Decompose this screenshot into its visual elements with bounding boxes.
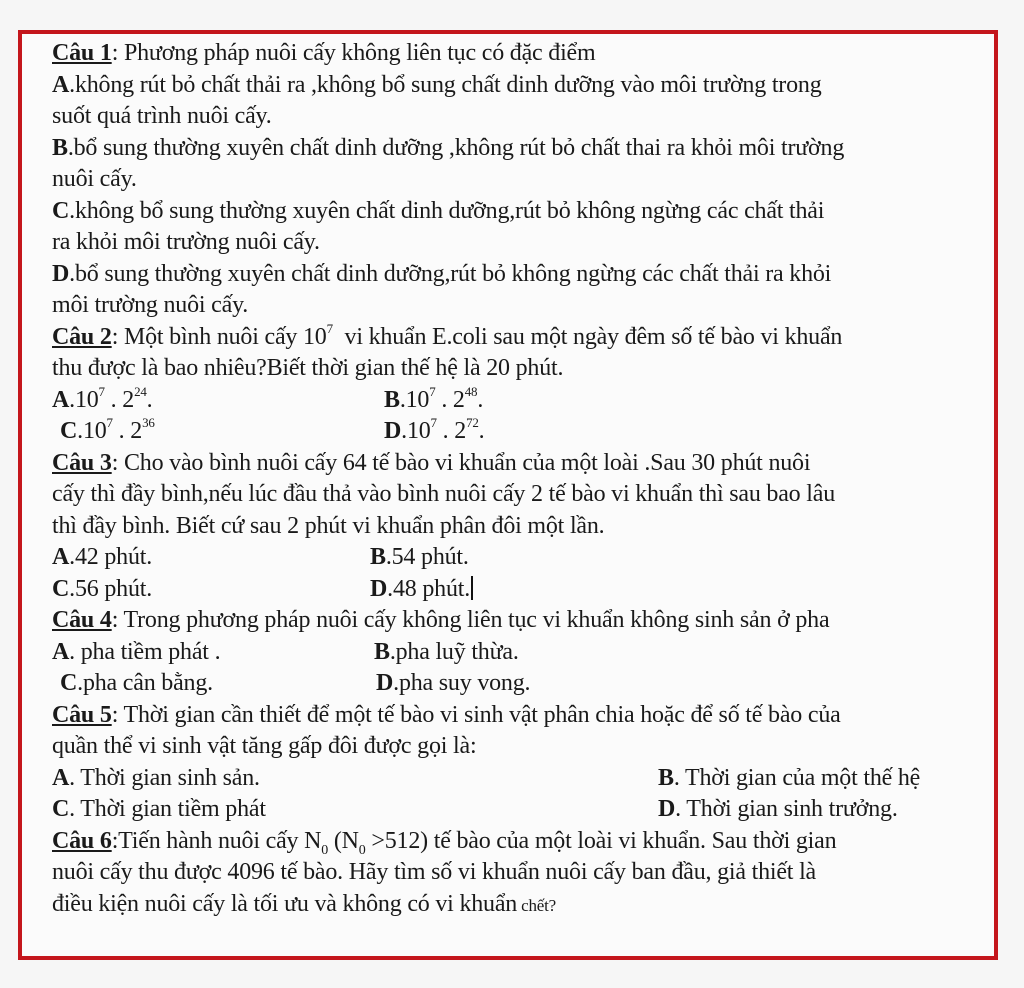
q1-option-c: C.không bổ sung thường xuyên chất dinh dưỡng,rút bỏ không ngừng các chất thải: [52, 197, 825, 224]
q3-option-b: B.54 phút.: [370, 544, 469, 570]
q2-label: Câu 2: [52, 323, 112, 350]
q5-option-c: C. Thời gian tiềm phát: [52, 796, 266, 822]
q1-option-b-cont: nuôi cấy.: [52, 166, 137, 192]
q6-label: Câu 6: [52, 827, 112, 854]
q3-option-d: D.48 phút.: [370, 574, 473, 606]
q4-label: Câu 4: [52, 607, 112, 633]
q3-options-row-1: [52, 542, 982, 574]
q5-options-row-2: [52, 794, 982, 826]
q2-option-c: $C.10^7$ . $2^{36}$: [60, 415, 155, 444]
q2-stem-cont: thu được là bao nhiêu?Biết thời gian thế hệ là 20 phút.: [52, 355, 564, 381]
q3-option-c: C.56 phút.: [52, 575, 153, 602]
q6-stem: Câu 6:Tiến hành nuôi cấy $N_0$ $(N_0 >512)$ tế bào của một loài vi khuẩn. Sau thời gian: [52, 827, 837, 858]
q3-stem: Câu 3: Cho vào bình nuôi cấy 64 tế bào vi khuẩn của một loài .Sau 30 phút nuôi: [52, 449, 811, 476]
q1-option-d: D.bổ sung thường xuyên chất dinh dưỡng,rút bỏ không ngừng các chất thải ra khỏi: [52, 260, 832, 287]
q1-option-c-cont: ra khỏi môi trường nuôi cấy.: [52, 229, 320, 255]
q2-option-d: $D.10^7$ . $2^{72}$.: [384, 415, 485, 444]
q1-stem: Câu 1: Phương pháp nuôi cấy không liên tục có đặc điểm: [52, 40, 596, 66]
q1-label: Câu 1: [52, 40, 112, 66]
q3-stem-cont-1: cấy thì đầy bình,nếu lúc đầu thả vào bình nuôi cấy 2 tế bào vi khuẩn thì sau bao lâu: [52, 481, 835, 507]
q2-stem: Câu 2: Một bình nuôi cấy $10^7$ vi khuẩn E.coli sau một ngày đêm số tế bào vi khuẩn: [52, 320, 843, 350]
q4-option-b: B.pha luỹ thừa.: [374, 638, 519, 665]
q5-option-a: A. Thời gian sinh sản.: [52, 764, 260, 791]
q1-option-d-cont: môi trường nuôi cấy.: [52, 292, 249, 318]
q2-option-b: $B.10^7$ . $2^{48}$.: [384, 383, 484, 413]
q5-options-row-1: [52, 763, 982, 795]
q3-options-row-2: [52, 574, 982, 606]
q3-option-a: A.42 phút.: [52, 544, 153, 570]
text-cursor: [471, 576, 473, 600]
q4-stem: Câu 4: Trong phương pháp nuôi cấy không liên tục vi khuẩn không sinh sản ở pha: [52, 607, 830, 633]
q1-option-b: B.bổ sung thường xuyên chất dinh dưỡng ,không rút bỏ chất thai ra khỏi môi trường: [52, 134, 845, 161]
q2-options-row-1: [52, 385, 982, 417]
q4-option-d: D.pha suy vong.: [376, 670, 531, 696]
q4-option-a: A. pha tiềm phát .: [52, 638, 221, 665]
q6-stem-cont-2: điều kiện nuôi cấy là tối ưu và không có vi khuẩn chết?: [52, 890, 557, 917]
q5-stem-cont: quần thể vi sinh vật tăng gấp đôi được gọi là:: [52, 733, 477, 759]
q5-option-b: B. Thời gian của một thế hệ: [658, 764, 921, 791]
q2-option-a: $A.10^7$ . $2^{24}$.: [52, 383, 153, 413]
q5-label: Câu 5: [52, 701, 112, 728]
q4-option-c: C.pha cân bằng.: [60, 670, 213, 696]
q4-options-row-2: [52, 668, 982, 700]
q3-stem-cont-2: thì đầy bình. Biết cứ sau 2 phút vi khuẩn phân đôi một lần.: [52, 512, 605, 539]
q1-option-a: A.không rút bỏ chất thải ra ,không bổ sung chất dinh dưỡng vào môi trường trong: [52, 71, 822, 98]
document-content: [52, 38, 982, 921]
q5-option-d: D. Thời gian sinh trưởng.: [658, 796, 898, 822]
q1-option-a-cont: suốt quá trình nuôi cấy.: [52, 103, 272, 129]
q3-label: Câu 3: [52, 449, 112, 476]
q2-options-row-2: [52, 416, 982, 448]
q6-stem-cont-1: nuôi cấy thu được 4096 tế bào. Hãy tìm số vi khuẩn nuôi cấy ban đầu, giả thiết là: [52, 859, 816, 885]
q5-stem: Câu 5: Thời gian cần thiết để một tế bào vi sinh vật phân chia hoặc để số tế bào của: [52, 701, 841, 728]
q4-options-row-1: [52, 637, 982, 669]
